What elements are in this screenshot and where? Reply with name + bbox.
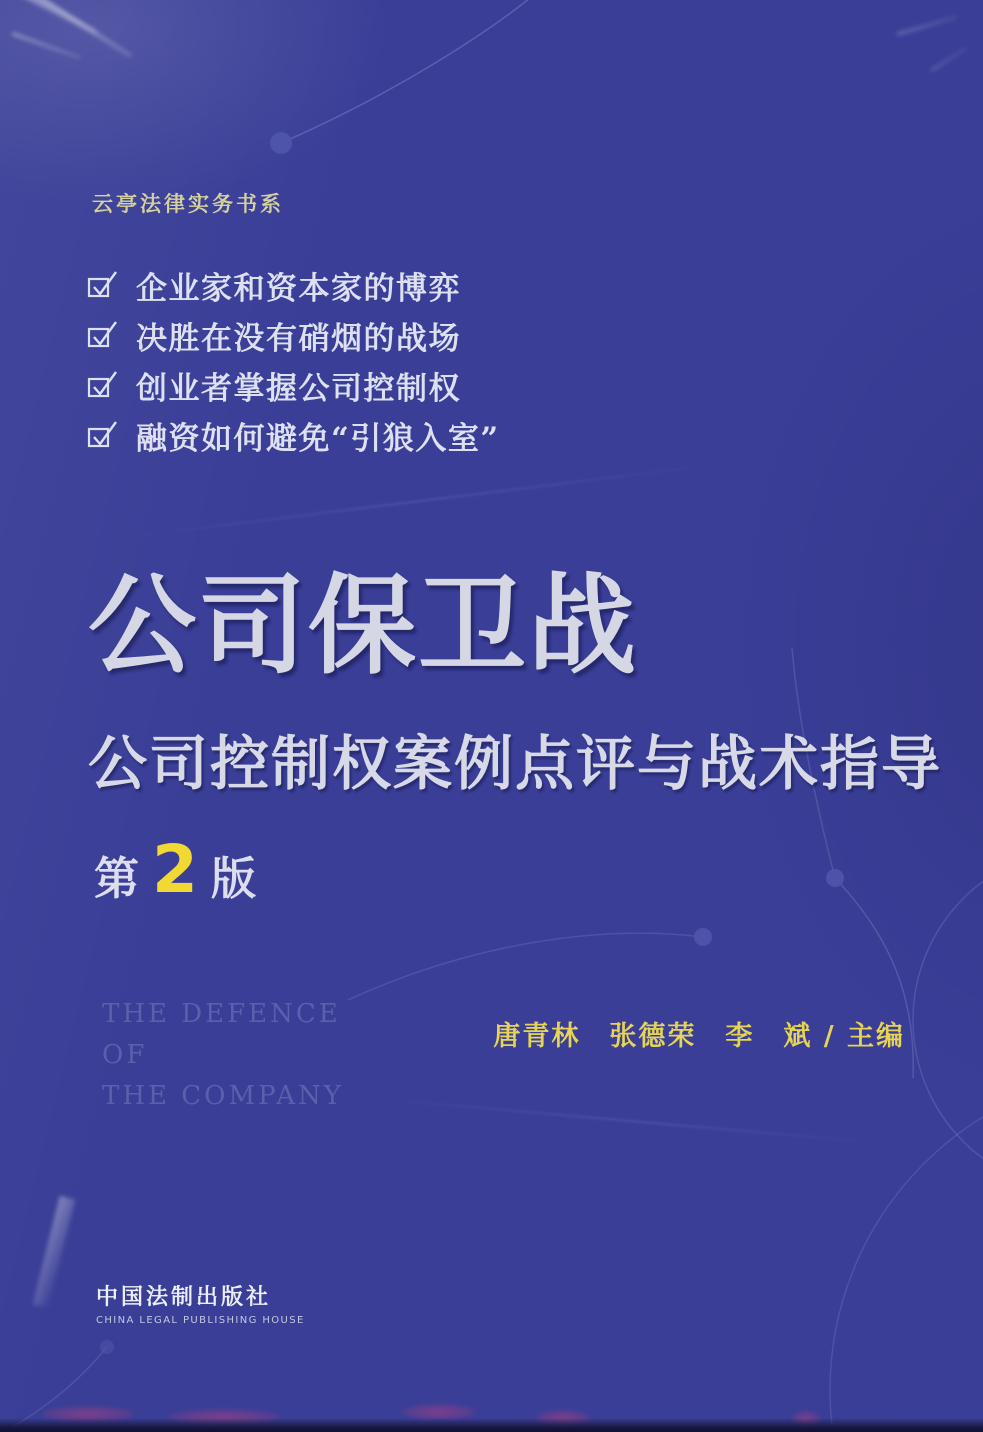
publisher-block xyxy=(96,1280,305,1326)
bottom-smudge xyxy=(402,1404,476,1420)
edition-suffix: 版 xyxy=(210,852,256,905)
wrap-glint xyxy=(36,0,133,59)
watermark-line: THE DEFENCE xyxy=(102,999,341,1029)
authors-line: 唐青林 张德荣 李 斌 / 主编 xyxy=(493,1021,905,1052)
selling-point-item xyxy=(86,260,500,310)
wrap-glint xyxy=(11,32,80,60)
selling-point-item xyxy=(86,310,500,360)
book-subtitle: 公司控制权案例点评与战术指导 xyxy=(88,729,943,798)
watermark-line: THE COMPANY xyxy=(102,1081,344,1111)
wrap-glint xyxy=(897,16,958,37)
wrap-glint xyxy=(33,1196,76,1309)
selling-point-text: 企业家和资本家的博弈 xyxy=(136,270,461,307)
wrap-crease xyxy=(122,463,718,538)
checkbox-check-icon xyxy=(86,318,120,352)
english-watermark xyxy=(102,994,344,1117)
edition-number: 2 xyxy=(152,831,198,908)
bottom-smudge xyxy=(536,1410,590,1426)
selling-point-text: 决胜在没有硝烟的战场 xyxy=(136,320,461,357)
publisher-name-cn: 中国法制出版社 xyxy=(96,1285,272,1310)
watermark-line: OF xyxy=(102,1040,148,1070)
edition-prefix: 第 xyxy=(94,852,140,905)
edition-line xyxy=(94,831,256,913)
checkbox-check-icon xyxy=(86,418,120,452)
series-title: 云亭法律实务书系 xyxy=(92,191,284,216)
selling-point-text: 创业者掌握公司控制权 xyxy=(136,370,461,407)
wrap-glint xyxy=(930,47,967,72)
selling-point-item xyxy=(86,360,500,410)
wrap-crease xyxy=(381,1098,879,1144)
checkbox-check-icon xyxy=(86,368,120,402)
book-bottom-edge xyxy=(0,1418,983,1432)
bottom-smudge xyxy=(42,1406,134,1422)
selling-point-item xyxy=(86,410,500,460)
node-dot xyxy=(100,1340,114,1354)
checkbox-check-icon xyxy=(86,268,120,302)
selling-point-text: 融资如何避免“引狼入室” xyxy=(136,420,500,457)
bottom-smudge xyxy=(792,1411,820,1427)
node-dot xyxy=(826,869,844,887)
node-dot xyxy=(694,928,712,946)
wrap-glint xyxy=(10,0,98,36)
book-title: 公司保卫战 xyxy=(88,563,639,689)
publisher-name-en: CHINA LEGAL PUBLISHING HOUSE xyxy=(96,1315,305,1326)
selling-points-list xyxy=(86,260,500,460)
bottom-smudge xyxy=(168,1409,280,1425)
node-dot xyxy=(270,132,292,154)
